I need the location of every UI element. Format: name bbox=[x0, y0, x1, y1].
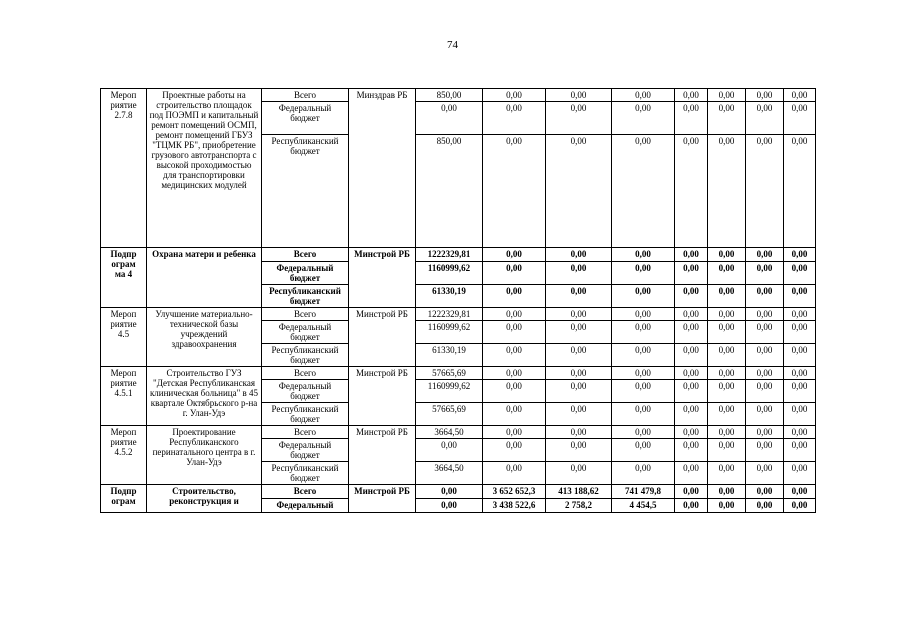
value-cell: 3 438 522,6 bbox=[483, 499, 546, 513]
value-cell: 0,00 bbox=[708, 248, 746, 262]
executor: Минстрой РБ bbox=[349, 248, 416, 308]
value-cell: 0,00 bbox=[675, 485, 708, 499]
value-cell: 0,00 bbox=[708, 308, 746, 321]
row-name: Строительство, реконструкция и bbox=[147, 485, 262, 513]
value-cell: 0,00 bbox=[675, 439, 708, 462]
value-cell: 413 188,62 bbox=[546, 485, 612, 499]
value-cell: 0,00 bbox=[708, 102, 746, 135]
value-cell: 0,00 bbox=[675, 380, 708, 403]
executor: Минстрой РБ bbox=[349, 367, 416, 426]
executor: Минстрой РБ bbox=[349, 426, 416, 485]
value-cell: 0,00 bbox=[784, 367, 816, 380]
value-cell: 0,00 bbox=[746, 380, 784, 403]
row-code: Подпр ограм ма 4 bbox=[101, 248, 147, 308]
value-cell: 0,00 bbox=[612, 308, 675, 321]
value-cell: 0,00 bbox=[746, 102, 784, 135]
value-cell: 57665,69 bbox=[416, 403, 483, 426]
value-cell: 0,00 bbox=[708, 380, 746, 403]
value-cell: 0,00 bbox=[784, 344, 816, 367]
value-cell: 0,00 bbox=[708, 135, 746, 248]
value-cell: 0,00 bbox=[483, 426, 546, 439]
value-cell: 0,00 bbox=[546, 426, 612, 439]
value-cell: 3664,50 bbox=[416, 426, 483, 439]
value-cell: 850,00 bbox=[416, 135, 483, 248]
value-cell: 0,00 bbox=[416, 102, 483, 135]
funding-source: Республиканский бюджет bbox=[262, 344, 349, 367]
value-cell: 0,00 bbox=[708, 285, 746, 308]
value-cell: 0,00 bbox=[546, 367, 612, 380]
value-cell: 0,00 bbox=[483, 248, 546, 262]
row-name: Проектирование Республиканского перинатального центра в г. Улан-Удэ bbox=[147, 426, 262, 485]
value-cell: 0,00 bbox=[784, 321, 816, 344]
value-cell: 0,00 bbox=[708, 426, 746, 439]
value-cell: 0,00 bbox=[546, 89, 612, 102]
row-name: Улучшение материально-технической базы учреждений здравоохранения bbox=[147, 308, 262, 367]
value-cell: 0,00 bbox=[675, 403, 708, 426]
value-cell: 0,00 bbox=[746, 262, 784, 285]
value-cell: 0,00 bbox=[612, 262, 675, 285]
executor: Минстрой РБ bbox=[349, 308, 416, 367]
value-cell: 0,00 bbox=[612, 135, 675, 248]
value-cell: 0,00 bbox=[675, 248, 708, 262]
value-cell: 57665,69 bbox=[416, 367, 483, 380]
funding-source: Федеральный бюджет bbox=[262, 380, 349, 403]
value-cell: 0,00 bbox=[675, 426, 708, 439]
value-cell: 0,00 bbox=[483, 380, 546, 403]
value-cell: 61330,19 bbox=[416, 285, 483, 308]
value-cell: 0,00 bbox=[784, 285, 816, 308]
value-cell: 0,00 bbox=[708, 403, 746, 426]
page-number: 74 bbox=[447, 39, 458, 51]
value-cell: 0,00 bbox=[483, 285, 546, 308]
funding-source: Всего bbox=[262, 367, 349, 380]
value-cell: 0,00 bbox=[483, 462, 546, 485]
value-cell: 0,00 bbox=[546, 135, 612, 248]
value-cell: 0,00 bbox=[708, 89, 746, 102]
value-cell: 0,00 bbox=[708, 485, 746, 499]
funding-source: Федеральный бюджет bbox=[262, 262, 349, 285]
value-cell: 0,00 bbox=[546, 248, 612, 262]
value-cell: 2 758,2 bbox=[546, 499, 612, 513]
value-cell: 0,00 bbox=[483, 102, 546, 135]
executor: Минздрав РБ bbox=[349, 89, 416, 248]
value-cell: 0,00 bbox=[483, 89, 546, 102]
funding-source: Республиканский бюджет bbox=[262, 462, 349, 485]
funding-source: Республиканский бюджет bbox=[262, 403, 349, 426]
value-cell: 0,00 bbox=[675, 102, 708, 135]
value-cell: 0,00 bbox=[612, 344, 675, 367]
value-cell: 0,00 bbox=[784, 89, 816, 102]
value-cell: 0,00 bbox=[784, 485, 816, 499]
value-cell: 0,00 bbox=[546, 308, 612, 321]
value-cell: 0,00 bbox=[675, 499, 708, 513]
value-cell: 0,00 bbox=[612, 426, 675, 439]
value-cell: 0,00 bbox=[675, 344, 708, 367]
value-cell: 1160999,62 bbox=[416, 321, 483, 344]
value-cell: 0,00 bbox=[483, 308, 546, 321]
row-code: Мероп риятие 4.5.1 bbox=[101, 367, 147, 426]
value-cell: 0,00 bbox=[483, 262, 546, 285]
value-cell: 0,00 bbox=[784, 499, 816, 513]
value-cell: 0,00 bbox=[746, 308, 784, 321]
value-cell: 4 454,5 bbox=[612, 499, 675, 513]
value-cell: 0,00 bbox=[708, 367, 746, 380]
value-cell: 0,00 bbox=[546, 380, 612, 403]
value-cell: 0,00 bbox=[675, 367, 708, 380]
row-code: Мероп риятие 2.7.8 bbox=[101, 89, 147, 248]
value-cell: 0,00 bbox=[784, 380, 816, 403]
value-cell: 0,00 bbox=[483, 367, 546, 380]
value-cell: 0,00 bbox=[784, 439, 816, 462]
row-code: Подпр ограм bbox=[101, 485, 147, 513]
value-cell: 0,00 bbox=[546, 321, 612, 344]
value-cell: 0,00 bbox=[416, 485, 483, 499]
value-cell: 0,00 bbox=[708, 344, 746, 367]
value-cell: 0,00 bbox=[784, 102, 816, 135]
funding-source: Федеральный бюджет bbox=[262, 439, 349, 462]
value-cell: 0,00 bbox=[675, 321, 708, 344]
table-row bbox=[101, 426, 816, 439]
value-cell: 0,00 bbox=[612, 439, 675, 462]
value-cell: 0,00 bbox=[483, 321, 546, 344]
value-cell: 3664,50 bbox=[416, 462, 483, 485]
budget-table bbox=[100, 88, 816, 513]
value-cell: 0,00 bbox=[546, 262, 612, 285]
table-row bbox=[101, 248, 816, 262]
value-cell: 0,00 bbox=[708, 462, 746, 485]
row-name: Строительство ГУЗ "Детская Республиканская клиническая больница" в 45 квартале Октябрьского р-на г. Улан-Удэ bbox=[147, 367, 262, 426]
value-cell: 0,00 bbox=[612, 89, 675, 102]
value-cell: 0,00 bbox=[746, 344, 784, 367]
value-cell: 0,00 bbox=[675, 462, 708, 485]
value-cell: 0,00 bbox=[746, 462, 784, 485]
table-row bbox=[101, 308, 816, 321]
value-cell: 0,00 bbox=[746, 426, 784, 439]
value-cell: 0,00 bbox=[708, 321, 746, 344]
value-cell: 0,00 bbox=[675, 135, 708, 248]
table-row bbox=[101, 367, 816, 380]
value-cell: 0,00 bbox=[612, 248, 675, 262]
value-cell: 1160999,62 bbox=[416, 380, 483, 403]
funding-source: Всего bbox=[262, 485, 349, 499]
value-cell: 0,00 bbox=[746, 89, 784, 102]
funding-source: Республиканский бюджет bbox=[262, 135, 349, 248]
value-cell: 741 479,8 bbox=[612, 485, 675, 499]
value-cell: 0,00 bbox=[546, 462, 612, 485]
value-cell: 0,00 bbox=[746, 439, 784, 462]
value-cell: 0,00 bbox=[483, 344, 546, 367]
row-code: Мероп риятие 4.5.2 bbox=[101, 426, 147, 485]
funding-source: Республиканский бюджет bbox=[262, 285, 349, 308]
value-cell: 0,00 bbox=[746, 321, 784, 344]
value-cell: 1160999,62 bbox=[416, 262, 483, 285]
value-cell: 0,00 bbox=[612, 367, 675, 380]
value-cell: 0,00 bbox=[546, 403, 612, 426]
funding-source: Всего bbox=[262, 248, 349, 262]
value-cell: 0,00 bbox=[784, 308, 816, 321]
value-cell: 0,00 bbox=[784, 262, 816, 285]
value-cell: 0,00 bbox=[746, 135, 784, 248]
funding-source: Федеральный bbox=[262, 499, 349, 513]
funding-source: Всего bbox=[262, 89, 349, 102]
value-cell: 0,00 bbox=[746, 248, 784, 262]
funding-source: Федеральный бюджет bbox=[262, 321, 349, 344]
value-cell: 0,00 bbox=[746, 499, 784, 513]
value-cell: 0,00 bbox=[784, 248, 816, 262]
value-cell: 0,00 bbox=[675, 262, 708, 285]
value-cell: 0,00 bbox=[784, 135, 816, 248]
value-cell: 0,00 bbox=[612, 285, 675, 308]
value-cell: 0,00 bbox=[746, 485, 784, 499]
value-cell: 0,00 bbox=[546, 102, 612, 135]
value-cell: 0,00 bbox=[675, 285, 708, 308]
value-cell: 0,00 bbox=[708, 499, 746, 513]
value-cell: 0,00 bbox=[708, 439, 746, 462]
value-cell: 0,00 bbox=[612, 321, 675, 344]
value-cell: 0,00 bbox=[546, 344, 612, 367]
value-cell: 0,00 bbox=[612, 380, 675, 403]
value-cell: 0,00 bbox=[784, 403, 816, 426]
funding-source: Всего bbox=[262, 308, 349, 321]
value-cell: 1222329,81 bbox=[416, 248, 483, 262]
value-cell: 0,00 bbox=[708, 262, 746, 285]
value-cell: 0,00 bbox=[784, 426, 816, 439]
funding-source: Федеральный бюджет bbox=[262, 102, 349, 135]
value-cell: 0,00 bbox=[784, 462, 816, 485]
value-cell: 0,00 bbox=[546, 439, 612, 462]
executor: Минстрой РБ bbox=[349, 485, 416, 513]
value-cell: 0,00 bbox=[483, 135, 546, 248]
value-cell: 1222329,81 bbox=[416, 308, 483, 321]
value-cell: 0,00 bbox=[546, 285, 612, 308]
value-cell: 0,00 bbox=[483, 439, 546, 462]
value-cell: 61330,19 bbox=[416, 344, 483, 367]
value-cell: 0,00 bbox=[416, 499, 483, 513]
value-cell: 0,00 bbox=[416, 439, 483, 462]
table-row bbox=[101, 485, 816, 499]
value-cell: 0,00 bbox=[612, 403, 675, 426]
value-cell: 3 652 652,3 bbox=[483, 485, 546, 499]
value-cell: 0,00 bbox=[612, 462, 675, 485]
funding-source: Всего bbox=[262, 426, 349, 439]
row-name: Охрана матери и ребенка bbox=[147, 248, 262, 308]
value-cell: 0,00 bbox=[675, 89, 708, 102]
value-cell: 0,00 bbox=[675, 308, 708, 321]
value-cell: 850,00 bbox=[416, 89, 483, 102]
value-cell: 0,00 bbox=[746, 285, 784, 308]
value-cell: 0,00 bbox=[746, 403, 784, 426]
row-code: Мероп риятие 4.5 bbox=[101, 308, 147, 367]
table-row bbox=[101, 89, 816, 102]
value-cell: 0,00 bbox=[483, 403, 546, 426]
row-name: Проектные работы на строительство площадок под ПОЭМП и капитальный ремонт помещений ОСМП, ремонт помещений ГБУЗ "ТЦМК РБ", приобретение грузового автотранспорта с высокой проходимостью для транспортировки медицинских модулей bbox=[147, 89, 262, 248]
value-cell: 0,00 bbox=[746, 367, 784, 380]
value-cell: 0,00 bbox=[612, 102, 675, 135]
